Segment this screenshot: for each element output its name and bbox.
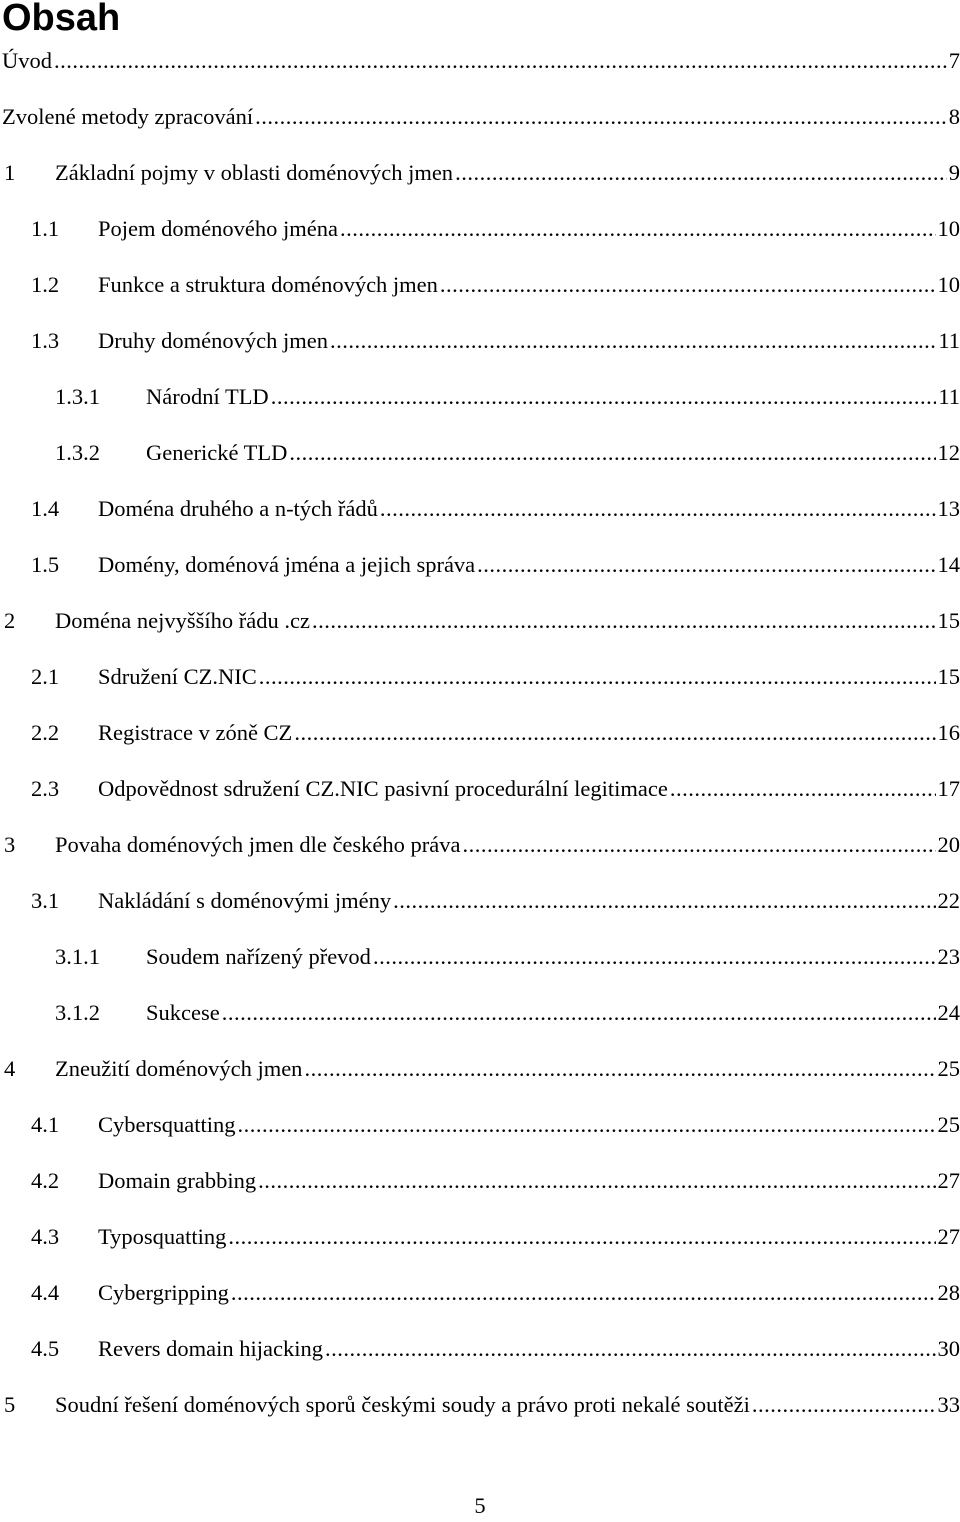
toc-entry[interactable] [0,1209,960,1265]
toc-leader-dots [294,720,935,746]
toc-entry-page: 22 [937,888,960,913]
toc-entry-label: Odpovědnost sdružení CZ.NIC pasivní procedurální legitimace [98,776,668,801]
toc-entry-label: Sukcese [146,1000,220,1025]
toc-leader-dots [228,1224,935,1250]
toc-entry-label: Základní pojmy v oblasti doménových jmen [55,160,454,185]
toc-entry-number: 3.1.2 [55,1000,100,1025]
toc-entry-number: 2.2 [31,720,60,745]
toc-entry-label: Generické TLD [146,440,288,465]
toc-entry-number: 4.3 [31,1224,60,1249]
toc-entry[interactable] [0,145,960,201]
toc-entry-number: 1.3 [31,328,60,353]
toc-entry-page: 8 [948,104,960,129]
toc-entry-label: Cybersquatting [98,1112,236,1137]
toc-leader-dots [393,888,935,914]
toc-leader-dots [231,1280,936,1306]
toc-entry-page: 28 [937,1280,960,1305]
toc-leader-dots [670,776,936,802]
toc-leader-dots [477,552,935,578]
toc-entry-page: 11 [938,384,960,409]
toc-entry-page: 33 [937,1392,960,1417]
toc-entry-page: 10 [937,272,960,297]
toc-leader-dots [54,48,947,74]
toc-entry[interactable] [0,761,960,817]
toc-entry-number: 2 [4,608,16,633]
toc-entry-number: 1.4 [31,496,60,521]
toc-entry-label: Zneužití doménových jmen [55,1056,303,1081]
toc-leader-dots [325,1336,936,1362]
toc-entry-label: Registrace v zóně CZ [98,720,293,745]
toc-entry-label: Zvolené metody zpracování [2,104,254,129]
toc-entry[interactable] [0,201,960,257]
toc-leader-dots [752,1392,936,1418]
toc-leader-dots [380,496,936,522]
toc-entry[interactable] [0,257,960,313]
toc-entry-number: 4.4 [31,1280,60,1305]
toc-leader-dots [463,832,936,858]
toc-entry[interactable] [0,705,960,761]
toc-entry-page: 16 [937,720,960,745]
toc-entry-number: 1.3.1 [55,384,100,409]
toc-entry-page: 13 [937,496,960,521]
toc-entry-label: Úvod [2,48,52,73]
toc-leader-dots [440,272,936,298]
toc-entry-label: Povaha doménových jmen dle českého práva [55,832,461,857]
toc-entry-page: 15 [937,608,960,633]
toc-entry-label: Soudní řešení doménových sporů českými soudy a právo proti nekalé soutěži [55,1392,750,1417]
toc-entry-number: 4.2 [31,1168,60,1193]
toc-entry-page: 25 [937,1112,960,1137]
page-title: Obsah [2,0,121,39]
toc-entry-label: Revers domain hijacking [98,1336,323,1361]
toc-entry-label: Domény, doménová jména a jejich správa [98,552,476,577]
toc-leader-dots [259,664,936,690]
toc-entry-label: Doména nejvyššího řádu .cz [55,608,310,633]
toc-entry-page: 7 [948,48,960,73]
toc-entry-number: 4.1 [31,1112,60,1137]
toc-entry-page: 15 [937,664,960,689]
toc-entry-number: 4 [4,1056,16,1081]
toc-leader-dots [340,216,936,242]
toc-entry[interactable] [0,89,960,145]
toc-entry-page: 27 [937,1168,960,1193]
toc-entry[interactable] [0,1153,960,1209]
toc-entry[interactable] [0,1377,960,1433]
toc-leader-dots [222,1000,936,1026]
toc-entry[interactable] [0,873,960,929]
toc-entry[interactable] [0,425,960,481]
toc-entry-page: 10 [937,216,960,241]
toc-entry-page: 30 [937,1336,960,1361]
toc-leader-dots [255,104,947,130]
toc-entry[interactable] [0,537,960,593]
toc-entry[interactable] [0,1321,960,1377]
toc-leader-dots [271,384,937,410]
toc-entry-number: 3 [4,832,16,857]
toc-leader-dots [258,1168,935,1194]
toc-entry[interactable] [0,1265,960,1321]
toc-entry[interactable] [0,985,960,1041]
toc-entry[interactable] [0,313,960,369]
toc-entry-page: 20 [937,832,960,857]
toc-entry-page: 17 [937,776,960,801]
toc-entry-label: Národní TLD [146,384,269,409]
toc-leader-dots [312,608,936,634]
toc-entry-number: 1.2 [31,272,60,297]
toc-entry-label: Funkce a struktura doménových jmen [98,272,438,297]
toc-entry-label: Druhy doménových jmen [98,328,328,353]
toc-entry-label: Domain grabbing [98,1168,257,1193]
toc-entry[interactable] [0,593,960,649]
toc-leader-dots [330,328,936,354]
toc-entry[interactable] [0,1041,960,1097]
toc-entry[interactable] [0,649,960,705]
toc-entry[interactable] [0,1097,960,1153]
toc-entry-page: 9 [948,160,960,185]
toc-leader-dots [304,1056,935,1082]
toc-entry-label: Cybergripping [98,1280,229,1305]
toc-entry[interactable] [0,481,960,537]
toc-entry-page: 27 [937,1224,960,1249]
toc-entry-page: 12 [937,440,960,465]
toc-entry-number: 1.1 [31,216,60,241]
toc-entry-page: 23 [937,944,960,969]
toc-entry-page: 24 [937,1000,960,1025]
toc-entry-number: 4.5 [31,1336,60,1361]
toc-entry-number: 1.3.2 [55,440,100,465]
toc-entry-number: 5 [4,1392,16,1417]
toc-entry-number: 3.1 [31,888,60,913]
toc-entry[interactable] [0,369,960,425]
toc-entry-number: 1 [4,160,16,185]
toc-entry[interactable] [0,817,960,873]
toc-leader-dots [289,440,935,466]
toc-entry-page: 25 [937,1056,960,1081]
toc-entry-page: 14 [937,552,960,577]
toc-entry-label: Nakládání s doménovými jmény [98,888,392,913]
toc-entry-label: Sdružení CZ.NIC [98,664,257,689]
toc-entry[interactable] [0,929,960,985]
toc-entry-number: 2.1 [31,664,60,689]
toc-leader-dots [237,1112,935,1138]
toc-entry-number: 3.1.1 [55,944,100,969]
toc-entry-label: Pojem doménového jména [98,216,338,241]
toc-entry[interactable] [0,33,960,89]
toc-entry-label: Doména druhého a n-tých řádů [98,496,378,521]
toc-entry-number: 2.3 [31,776,60,801]
toc-leader-dots [373,944,936,970]
toc-leader-dots [455,160,947,186]
toc-entry-number: 1.5 [31,552,60,577]
toc-entry-label: Typosquatting [98,1224,227,1249]
page-number: 5 [474,1493,486,1518]
toc-entry-label: Soudem nařízený převod [146,944,371,969]
toc-entry-page: 11 [938,328,960,353]
